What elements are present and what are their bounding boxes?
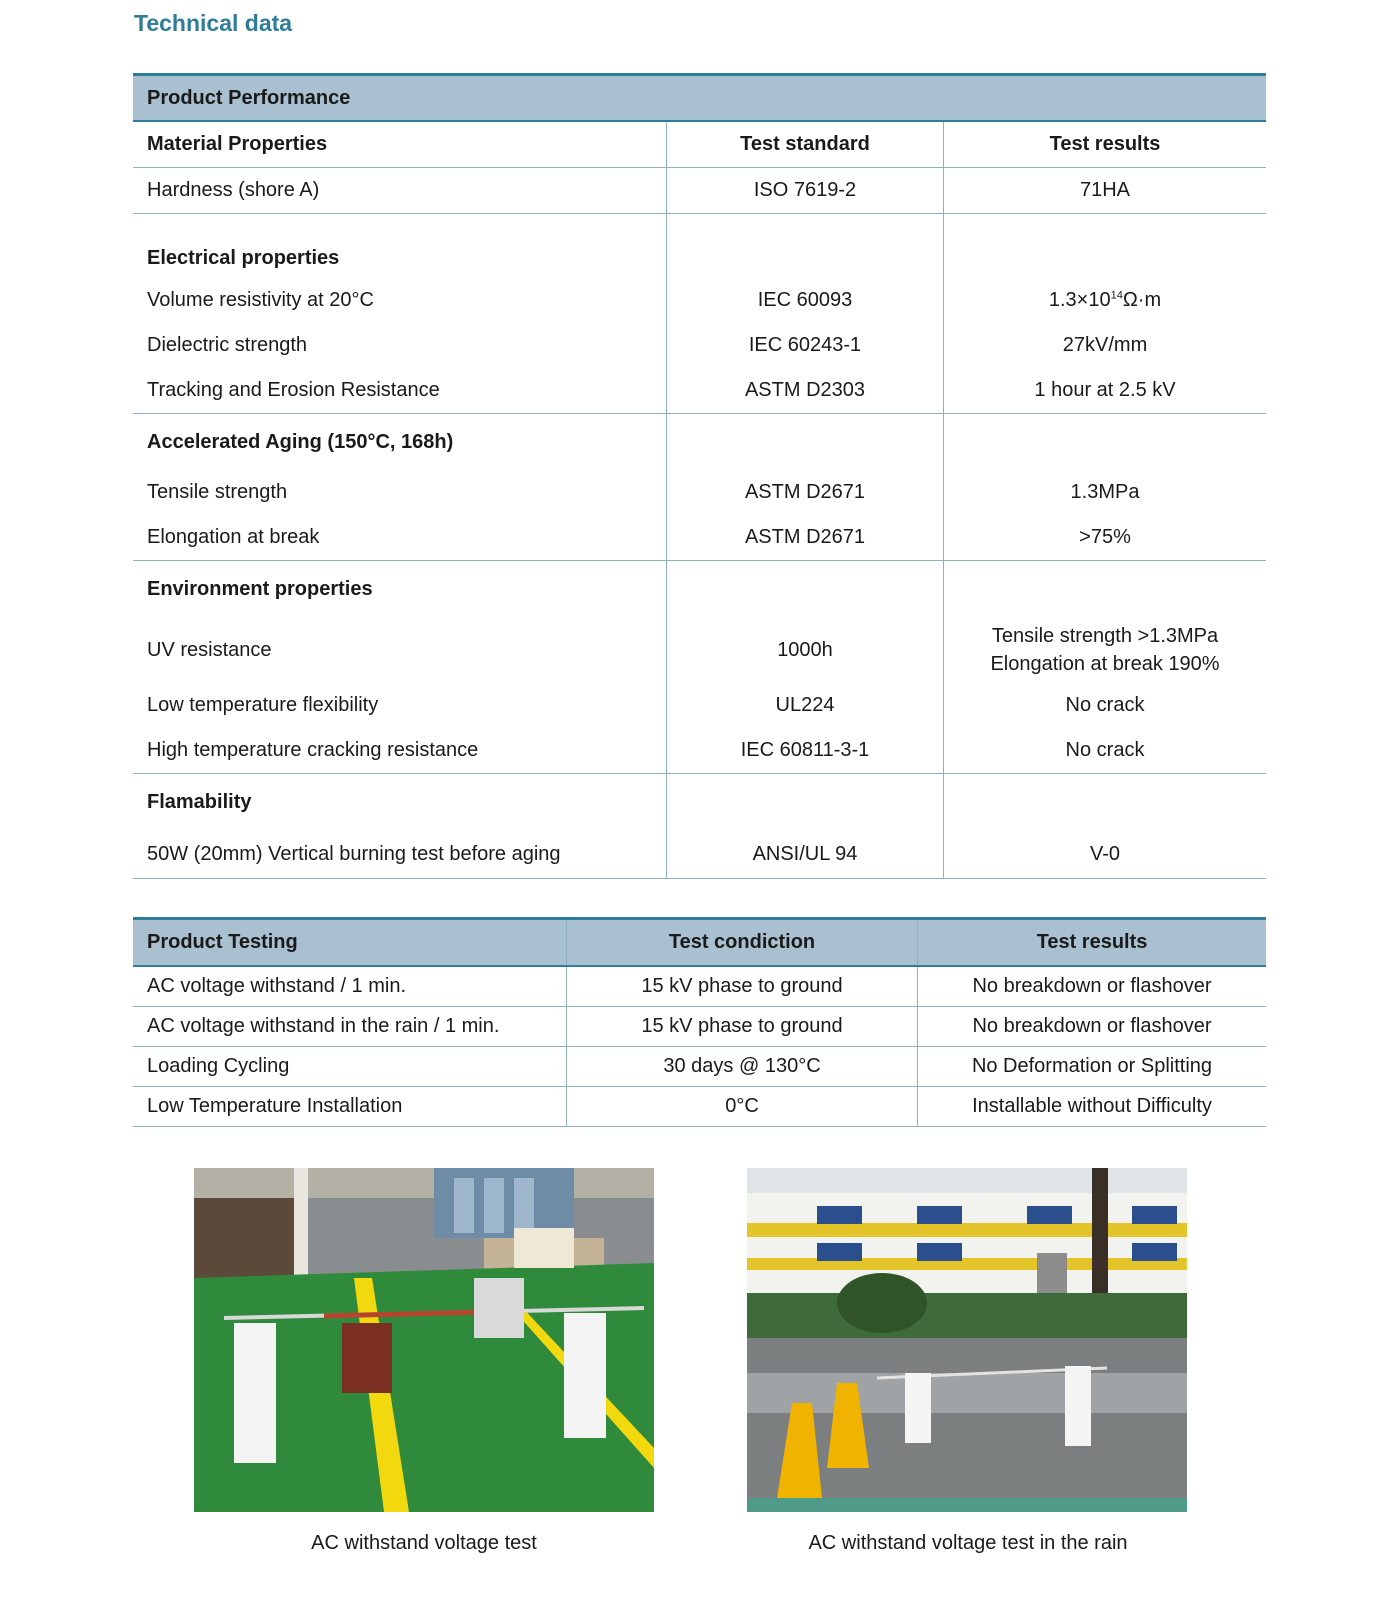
test-result: No crack: [944, 728, 1267, 774]
header-test-results: Test results: [944, 121, 1267, 168]
test-result: [944, 617, 1267, 683]
test-result: 71HA: [944, 168, 1267, 214]
header-row: [133, 919, 1266, 967]
table-row: [133, 1087, 1266, 1127]
section-title: Flamability: [147, 790, 252, 813]
test-result: 1.3MPa: [944, 470, 1267, 515]
test-result: 27kV/mm: [944, 323, 1267, 368]
page-title: Technical data: [134, 10, 293, 36]
table-banner: [133, 75, 1266, 122]
header-row: [133, 121, 1266, 168]
test-name: AC voltage withstand / 1 min.: [133, 966, 567, 1007]
header-test-results: Test results: [918, 919, 1267, 967]
table-row: [133, 966, 1266, 1007]
table-row: [133, 515, 1266, 561]
test-result: No breakdown or flashover: [918, 966, 1267, 1007]
test-result: $1.3\times 10^{14}\Omega\cdot m$: [944, 278, 1267, 323]
test-standard: IEC 60243-1: [667, 323, 944, 368]
header-material-properties: Material Properties: [133, 121, 667, 168]
test-condition: 0°C: [567, 1087, 918, 1127]
test-name: Loading Cycling: [133, 1047, 567, 1087]
property-name: Low temperature flexibility: [147, 694, 379, 716]
property-name: Volume resistivity at 20°C: [147, 289, 374, 311]
test-standard: ASTM D2303: [667, 368, 944, 414]
right-photo-caption: AC withstand voltage test in the rain: [808, 1532, 1128, 1554]
left-photo-caption: AC withstand voltage test: [311, 1532, 537, 1554]
section-row: [133, 561, 1266, 618]
test-result: V-0: [944, 830, 1267, 879]
test-condition: 15 kV phase to ground: [567, 1007, 918, 1047]
product-testing-table: [133, 917, 1266, 1127]
header-test-standard: Test standard: [667, 121, 944, 168]
property-name: Tracking and Erosion Resistance: [133, 368, 667, 414]
section-row: [133, 414, 1266, 471]
result-line: Tensile strength >1.3MPa: [991, 625, 1219, 647]
factory-test-photo: [194, 1168, 654, 1512]
test-result: Installable without Difficulty: [918, 1087, 1267, 1127]
rain-test-photo: [747, 1168, 1187, 1512]
test-standard: ASTM D2671: [667, 470, 944, 515]
table-row: [133, 368, 1266, 414]
test-result: >75%: [944, 515, 1267, 561]
result-line: Elongation at break 190%: [990, 653, 1220, 675]
test-standard: ASTM D2671: [667, 515, 944, 561]
property-name: Elongation at break: [133, 515, 667, 561]
table-row: [133, 1007, 1266, 1047]
property-name: Dielectric strength: [147, 334, 308, 356]
section-title: Accelerated Aging (150°C, 168h): [147, 430, 454, 453]
test-standard: ISO 7619-2: [667, 168, 944, 214]
section-title: Environment properties: [147, 577, 373, 600]
test-result: No breakdown or flashover: [918, 1007, 1267, 1047]
table-row: [133, 683, 1266, 728]
table-row: [133, 470, 1266, 515]
test-result: No Deformation or Splitting: [918, 1047, 1267, 1087]
table-row: [133, 830, 1266, 879]
property-name: 50W (20mm) Vertical burning test before aging: [133, 830, 667, 879]
table-row: [133, 278, 1266, 323]
table-row: [133, 168, 1266, 214]
property-name: Tensile strength: [147, 481, 288, 503]
test-standard: UL224: [667, 683, 944, 728]
test-result: 1 hour at 2.5 kV: [944, 368, 1267, 414]
table-row: [133, 1047, 1266, 1087]
test-standard: 1000h: [667, 617, 944, 683]
property-name: UV resistance: [147, 638, 272, 661]
banner-label: Product Performance: [133, 75, 1266, 122]
test-name: AC voltage withstand in the rain / 1 min.: [133, 1007, 567, 1047]
test-standard: ANSI/UL 94: [667, 830, 944, 879]
section-row: [133, 214, 1266, 279]
property-name: High temperature cracking resistance: [133, 728, 667, 774]
test-name: Low Temperature Installation: [133, 1087, 567, 1127]
table-row: [133, 728, 1266, 774]
header-test-condition: Test condiction: [567, 919, 918, 967]
table-row: [133, 617, 1266, 683]
property-name: Hardness (shore A): [133, 168, 667, 214]
section-title: Electrical properties: [147, 247, 340, 269]
section-row: [133, 774, 1266, 831]
test-standard: IEC 60811-3-1: [667, 728, 944, 774]
product-performance-table: [133, 73, 1266, 879]
test-condition: 15 kV phase to ground: [567, 966, 918, 1007]
test-condition: 30 days @ 130°C: [567, 1047, 918, 1087]
test-standard: IEC 60093: [667, 278, 944, 323]
test-result: No crack: [944, 683, 1267, 728]
header-product-testing: Product Testing: [133, 919, 567, 967]
table-row: [133, 323, 1266, 368]
